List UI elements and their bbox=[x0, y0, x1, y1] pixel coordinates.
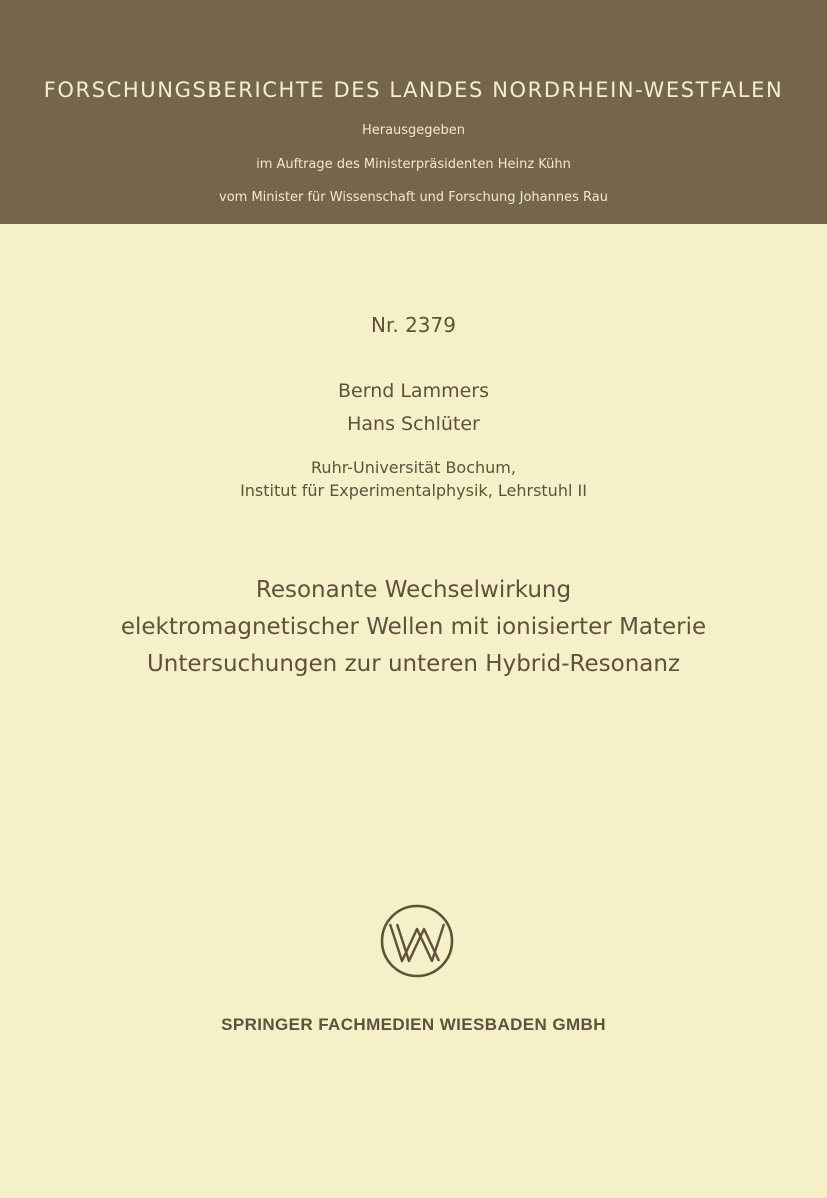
title-line-2: elektromagnetischer Wellen mit ionisierter Materie bbox=[120, 614, 707, 640]
affiliation-line-1: Ruhr-Universität Bochum, bbox=[311, 458, 516, 477]
volume-number: Nr. 2379 bbox=[371, 313, 456, 337]
publisher-name: SPRINGER FACHMEDIEN WIESBADEN GMBH bbox=[221, 1015, 606, 1034]
springer-ww-logo-icon bbox=[379, 903, 455, 979]
affiliation-line-2: Institut für Experimentalphysik, Lehrstuhl II bbox=[240, 481, 587, 500]
title-line-3: Untersuchungen zur unteren Hybrid-Resonanz bbox=[146, 651, 681, 677]
editor-line-3: vom Minister für Wissenschaft und Forschung Johannes Rau bbox=[219, 190, 608, 205]
editor-line-1: Herausgegeben bbox=[361, 123, 466, 138]
series-title: FORSCHUNGSBERICHTE DES LANDES NORDRHEIN-WESTFALEN bbox=[43, 78, 784, 102]
editor-line-2: im Auftrage des Ministerpräsidenten Heinz Kühn bbox=[256, 157, 571, 172]
author-1: Bernd Lammers bbox=[338, 380, 489, 402]
title-line-1: Resonante Wechselwirkung bbox=[255, 577, 572, 603]
header-band bbox=[0, 0, 827, 224]
author-2: Hans Schlüter bbox=[347, 413, 480, 435]
